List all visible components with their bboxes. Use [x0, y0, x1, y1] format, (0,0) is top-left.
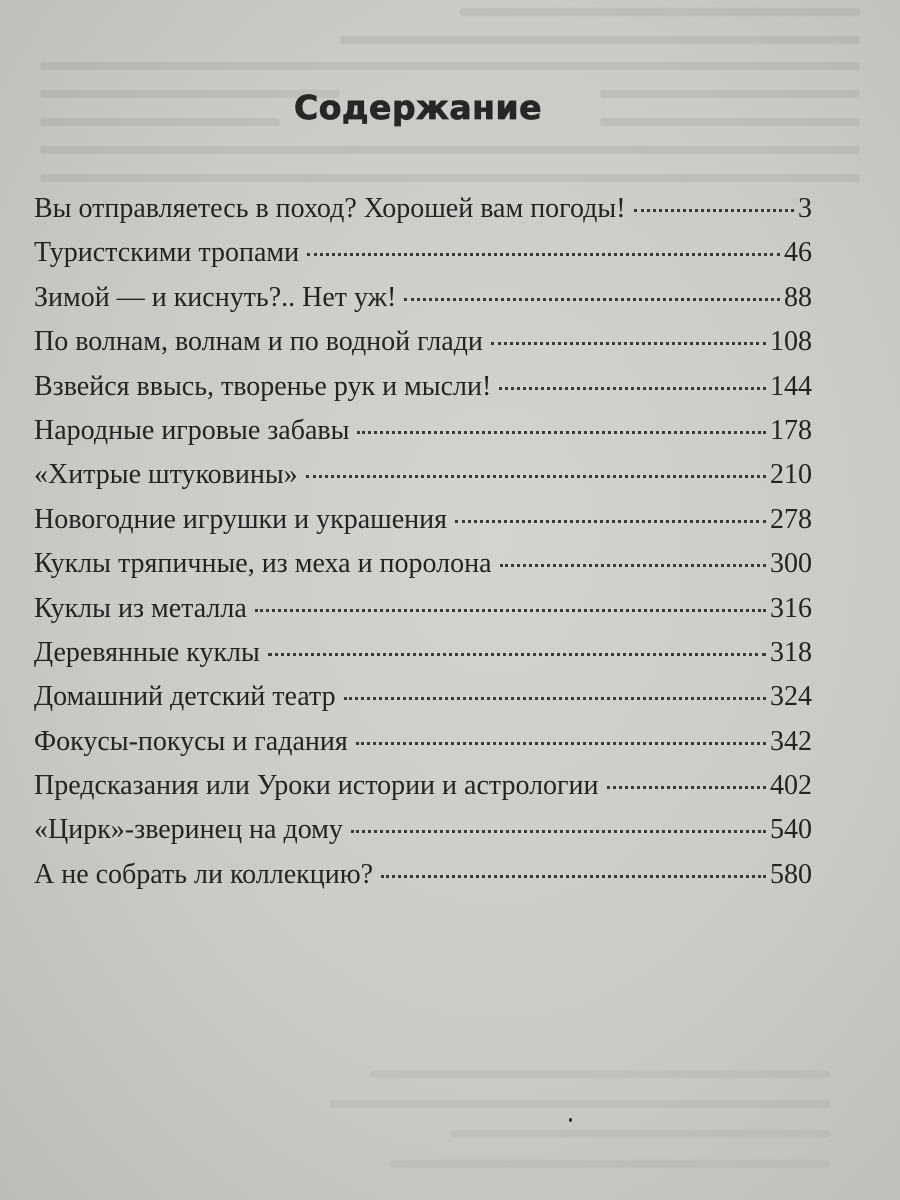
toc-entry [34, 770, 812, 814]
toc-entry [34, 282, 812, 326]
toc-entry-title: Туристскими тропами [34, 237, 300, 269]
page-title: Содержание [294, 88, 542, 127]
toc-entry-title: Взвейся ввысь, творенье рук и мысли! [34, 370, 492, 402]
toc-dot-leader [607, 786, 766, 789]
toc-entry-title: А не собрать ли коллекцию? [34, 858, 374, 890]
toc-entry [34, 371, 812, 415]
toc-entry-page-number: 318 [770, 636, 812, 668]
toc-dot-leader [491, 342, 766, 345]
toc-entry [34, 814, 812, 858]
toc-entry [34, 548, 812, 592]
toc-entry-title: «Цирк»-зверинец на дому [34, 814, 343, 846]
toc-entry-title: По волнам, волнам и по водной глади [34, 326, 483, 358]
toc-dot-leader [306, 475, 766, 478]
toc-entry [34, 193, 812, 237]
toc-entry-title: Новогодние игрушки и украшения [34, 503, 447, 535]
toc-dot-leader [404, 298, 780, 301]
toc-entry-title: «Хитрые штуковины» [34, 459, 298, 491]
toc-entry [34, 859, 812, 903]
toc-entry-page-number: 342 [770, 725, 812, 757]
toc-entry-title: Деревянные куклы [34, 636, 260, 668]
toc-dot-leader [357, 431, 766, 434]
toc-entry-page-number: 3 [798, 193, 812, 224]
toc-entry-title: Зимой — и киснуть?.. Нет уж! [34, 281, 397, 313]
toc-entry-title: Народные игровые забавы [34, 414, 350, 446]
paper-speck [569, 1118, 572, 1122]
toc-entry-page-number: 108 [770, 326, 812, 358]
bleed-through-text-bottom [250, 1060, 850, 1200]
toc-entry [34, 504, 812, 548]
toc-dot-leader [307, 253, 780, 256]
toc-entry-title: Куклы тряпичные, из меха и поролона [34, 548, 492, 580]
toc-entry [34, 459, 812, 503]
toc-entry-page-number: 178 [770, 414, 812, 446]
toc-dot-leader [455, 520, 766, 523]
toc-entry-page-number: 210 [770, 459, 812, 491]
toc-entry [34, 415, 812, 459]
toc-entry [34, 681, 812, 725]
toc-entry-title: Фокусы-покусы и гадания [34, 725, 348, 757]
toc-dot-leader [356, 742, 766, 745]
toc-entry-page-number: 278 [770, 503, 812, 535]
toc-dot-leader [634, 209, 794, 212]
toc-entry-page-number: 144 [770, 370, 812, 402]
toc-entry-title: Домашний детский театр [34, 681, 336, 713]
toc-entry [34, 326, 812, 370]
toc-dot-leader [381, 875, 766, 878]
toc-entry [34, 593, 812, 637]
toc-entry-page-number: 46 [784, 237, 812, 269]
toc-dot-leader [499, 387, 766, 390]
toc-entry-page-number: 402 [770, 770, 812, 802]
toc-entry-page-number: 580 [770, 858, 812, 890]
toc-entry-page-number: 88 [784, 281, 812, 313]
toc-entry [34, 237, 812, 281]
toc-entry [34, 726, 812, 770]
toc-entry [34, 637, 812, 681]
toc-entry-page-number: 324 [770, 681, 812, 713]
toc-dot-leader [268, 653, 766, 656]
toc-dot-leader [344, 697, 766, 700]
toc-dot-leader [351, 830, 766, 833]
toc-entry-page-number: 540 [770, 814, 812, 846]
toc-dot-leader [255, 609, 766, 612]
toc-entry-page-number: 300 [770, 548, 812, 580]
toc-entry-page-number: 316 [770, 592, 812, 624]
toc-entry-title: Вы отправляетесь в поход? Хорошей вам погоды! [34, 193, 626, 224]
toc-dot-leader [500, 564, 766, 567]
toc-entry-title: Куклы из металла [34, 592, 247, 624]
table-of-contents [34, 193, 812, 903]
toc-entry-title: Предсказания или Уроки истории и астрологии [34, 770, 599, 802]
